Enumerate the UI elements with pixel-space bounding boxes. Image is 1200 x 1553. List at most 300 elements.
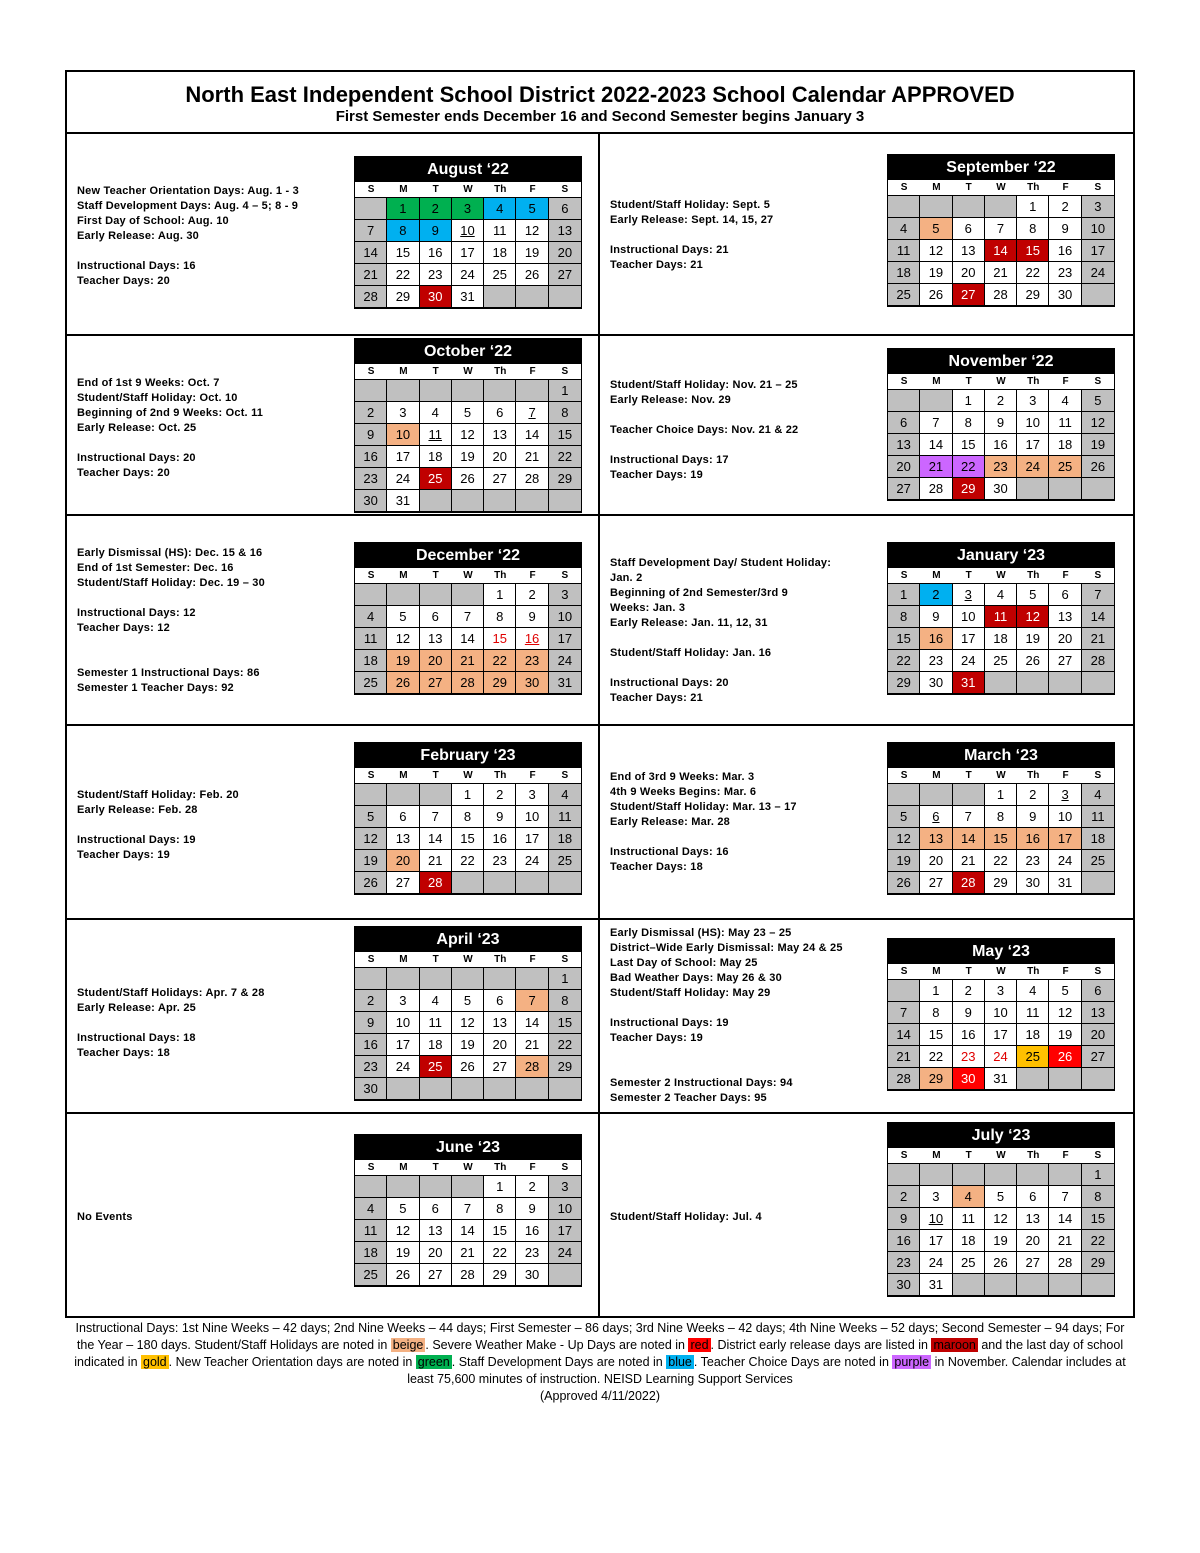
event-line: Student/Staff Holiday: Mar. 13 – 17 xyxy=(610,801,797,813)
day-cell: 26 xyxy=(1049,1046,1081,1068)
empty-day-cell xyxy=(1017,1274,1049,1296)
month-calendar xyxy=(354,1134,582,1287)
day-cell: 11 xyxy=(420,1012,452,1034)
day-grid xyxy=(355,584,581,694)
weekday-label: M xyxy=(932,1150,941,1161)
calendar-frame xyxy=(65,70,1135,1318)
event-line: Instructional Days: 18 xyxy=(77,1032,196,1044)
day-cell: 22 xyxy=(387,264,419,286)
events-list xyxy=(610,926,880,1106)
day-grid xyxy=(355,784,581,894)
weekday-label: S xyxy=(561,366,569,377)
day-cell: 10 xyxy=(953,606,985,628)
day-cell: 23 xyxy=(420,264,452,286)
day-cell: 7 xyxy=(953,806,985,828)
day-cell: 19 xyxy=(1082,434,1114,456)
day-cell: 7 xyxy=(985,218,1017,240)
day-grid xyxy=(355,380,581,512)
event-line: End of 1st 9 Weeks: Oct. 7 xyxy=(77,377,220,389)
empty-day-cell xyxy=(549,1078,581,1100)
day-cell: 22 xyxy=(953,456,985,478)
day-cell: 22 xyxy=(549,446,581,468)
event-line: Teacher Days: 21 xyxy=(610,259,703,271)
empty-day-cell xyxy=(452,490,484,512)
empty-day-cell xyxy=(549,490,581,512)
day-cell: 15 xyxy=(549,424,581,446)
event-line: Instructional Days: 19 xyxy=(77,834,196,846)
day-cell: 18 xyxy=(888,262,920,284)
empty-day-cell xyxy=(1049,478,1081,500)
day-cell: 5 xyxy=(1082,390,1114,412)
day-cell: 12 xyxy=(452,424,484,446)
day-cell: 30 xyxy=(1049,284,1081,306)
day-cell: 20 xyxy=(484,1034,516,1056)
day-cell: 11 xyxy=(985,606,1017,628)
day-cell: 2 xyxy=(420,198,452,220)
weekday-label: W xyxy=(463,184,473,195)
empty-day-cell xyxy=(1049,1164,1081,1186)
weekday-header xyxy=(888,768,1114,784)
weekday-label: T xyxy=(432,184,439,195)
day-cell: 15 xyxy=(888,628,920,650)
weekday-label: W xyxy=(463,1162,473,1173)
event-line: Early Release: Apr. 25 xyxy=(77,1002,196,1014)
empty-day-cell xyxy=(1017,1164,1049,1186)
day-cell: 25 xyxy=(1049,456,1081,478)
day-cell: 7 xyxy=(1049,1186,1081,1208)
day-cell: 9 xyxy=(516,1198,548,1220)
day-cell: 12 xyxy=(920,240,952,262)
empty-day-cell xyxy=(549,872,581,894)
day-cell: 21 xyxy=(420,850,452,872)
day-cell: 23 xyxy=(985,456,1017,478)
day-cell: 29 xyxy=(920,1068,952,1090)
empty-day-cell xyxy=(355,968,387,990)
day-cell: 26 xyxy=(985,1252,1017,1274)
day-cell: 17 xyxy=(1049,828,1081,850)
month-section xyxy=(67,336,600,514)
legend-text: . Severe Weather Make - Up Days are noted in xyxy=(425,1338,689,1352)
day-cell: 16 xyxy=(888,1230,920,1252)
day-cell: 31 xyxy=(1049,872,1081,894)
day-cell: 12 xyxy=(1082,412,1114,434)
day-cell: 14 xyxy=(985,240,1017,262)
month-title: February ‘23 xyxy=(355,743,581,768)
weekday-label: S xyxy=(1094,182,1102,193)
day-cell: 8 xyxy=(387,220,419,242)
day-cell: 23 xyxy=(1049,262,1081,284)
empty-day-cell xyxy=(484,286,516,308)
day-cell: 14 xyxy=(452,628,484,650)
day-cell: 17 xyxy=(549,1220,581,1242)
event-line: Instructional Days: 19 xyxy=(610,1017,729,1029)
day-cell: 31 xyxy=(549,672,581,694)
month-section xyxy=(600,920,1133,1112)
event-line: Teacher Days: 20 xyxy=(77,275,170,287)
day-cell: 8 xyxy=(920,1002,952,1024)
day-cell: 19 xyxy=(387,650,419,672)
day-cell: 6 xyxy=(1049,584,1081,606)
empty-day-cell xyxy=(985,1164,1017,1186)
events-list xyxy=(610,378,880,483)
legend-text: Instructional Days: 1st Nine Weeks – 42 days; 2nd Nine Weeks – 44 days; First Semester – 86 days; 3rd Nine Weeks – 42 days; 4th Nine Weeks – 52 days; Second Semester – 94 days; For the Year – 180 days. Student/Staff Holidays are noted in xyxy=(75,1321,1125,1352)
day-cell: 6 xyxy=(953,218,985,240)
empty-day-cell xyxy=(953,196,985,218)
day-cell: 17 xyxy=(1082,240,1114,262)
weekday-label: Th xyxy=(1027,182,1040,193)
day-cell: 27 xyxy=(420,1264,452,1286)
day-cell: 1 xyxy=(452,784,484,806)
day-cell: 7 xyxy=(888,1002,920,1024)
empty-day-cell xyxy=(1049,1068,1081,1090)
day-cell: 30 xyxy=(888,1274,920,1296)
day-cell: 5 xyxy=(1017,584,1049,606)
day-cell: 2 xyxy=(516,584,548,606)
events-list xyxy=(610,556,880,706)
empty-day-cell xyxy=(920,784,952,806)
day-cell: 16 xyxy=(920,628,952,650)
month-calendar xyxy=(887,348,1115,501)
event-line: Student/Staff Holiday: Jan. 16 xyxy=(610,647,772,659)
weekday-header xyxy=(355,952,581,968)
month-calendar xyxy=(887,154,1115,307)
day-cell: 26 xyxy=(516,264,548,286)
day-cell: 3 xyxy=(953,584,985,606)
day-cell: 28 xyxy=(953,872,985,894)
month-calendar xyxy=(354,926,582,1101)
month-title: April ‘23 xyxy=(355,927,581,952)
day-cell: 22 xyxy=(484,1242,516,1264)
empty-day-cell xyxy=(888,196,920,218)
page-subtitle: First Semester ends December 16 and Second Semester begins January 3 xyxy=(335,108,865,125)
month-rows xyxy=(67,134,1133,1316)
weekday-label: S xyxy=(900,770,908,781)
event-line: Teacher Days: 18 xyxy=(77,1047,170,1059)
empty-day-cell xyxy=(1082,872,1114,894)
weekday-header xyxy=(888,1148,1114,1164)
day-cell: 10 xyxy=(516,806,548,828)
day-cell: 9 xyxy=(1017,806,1049,828)
event-line: End of 3rd 9 Weeks: Mar. 3 xyxy=(610,771,755,783)
day-cell: 22 xyxy=(888,650,920,672)
day-cell: 12 xyxy=(387,1220,419,1242)
day-cell: 6 xyxy=(1017,1186,1049,1208)
weekday-label: F xyxy=(1062,570,1069,581)
day-grid xyxy=(355,198,581,308)
day-cell: 24 xyxy=(1049,850,1081,872)
day-cell: 3 xyxy=(387,402,419,424)
weekday-label: Th xyxy=(494,366,507,377)
event-line: New Teacher Orientation Days: Aug. 1 - 3 xyxy=(77,185,299,197)
day-cell: 9 xyxy=(484,806,516,828)
day-grid xyxy=(355,1176,581,1286)
month-section xyxy=(67,726,600,918)
event-line: District–Wide Early Dismissal: May 24 & 25 xyxy=(610,942,843,954)
day-cell: 29 xyxy=(549,468,581,490)
day-cell: 26 xyxy=(355,872,387,894)
empty-day-cell xyxy=(452,872,484,894)
day-cell: 12 xyxy=(1049,1002,1081,1024)
empty-day-cell xyxy=(355,380,387,402)
empty-day-cell xyxy=(888,784,920,806)
day-cell: 14 xyxy=(516,424,548,446)
month-section xyxy=(600,336,1133,514)
empty-day-cell xyxy=(1049,672,1081,694)
month-section xyxy=(67,516,600,724)
day-cell: 21 xyxy=(1082,628,1114,650)
day-cell: 23 xyxy=(516,1242,548,1264)
day-cell: 17 xyxy=(387,1034,419,1056)
day-cell: 8 xyxy=(452,806,484,828)
day-cell: 31 xyxy=(985,1068,1017,1090)
empty-day-cell xyxy=(484,968,516,990)
day-cell: 13 xyxy=(1049,606,1081,628)
day-cell: 5 xyxy=(452,402,484,424)
weekday-label: M xyxy=(932,376,941,387)
empty-day-cell xyxy=(420,968,452,990)
month-row xyxy=(67,336,1133,516)
day-cell: 1 xyxy=(1082,1164,1114,1186)
day-cell: 18 xyxy=(549,828,581,850)
event-line: Early Release: Sept. 14, 15, 27 xyxy=(610,214,774,226)
weekday-label: Th xyxy=(494,770,507,781)
weekday-label: T xyxy=(965,1150,972,1161)
day-grid xyxy=(888,980,1114,1090)
day-cell: 30 xyxy=(1017,872,1049,894)
empty-day-cell xyxy=(985,672,1017,694)
weekday-label: Th xyxy=(1027,966,1040,977)
event-line xyxy=(610,408,880,423)
event-line xyxy=(77,636,347,651)
day-cell: 15 xyxy=(920,1024,952,1046)
weekday-label: W xyxy=(996,182,1006,193)
event-line: Instructional Days: 20 xyxy=(610,677,729,689)
day-cell: 1 xyxy=(985,784,1017,806)
day-cell: 8 xyxy=(549,402,581,424)
day-cell: 3 xyxy=(1049,784,1081,806)
day-cell: 30 xyxy=(985,478,1017,500)
weekday-label: S xyxy=(367,770,375,781)
day-cell: 25 xyxy=(953,1252,985,1274)
weekday-label: Th xyxy=(494,184,507,195)
event-line xyxy=(610,1001,880,1016)
day-cell: 7 xyxy=(355,220,387,242)
day-cell: 19 xyxy=(888,850,920,872)
day-cell: 20 xyxy=(420,650,452,672)
day-cell: 24 xyxy=(516,850,548,872)
event-line: Student/Staff Holidays: Apr. 7 & 28 xyxy=(77,987,265,999)
event-line: Instructional Days: 17 xyxy=(610,454,729,466)
event-line xyxy=(610,631,880,646)
weekday-header xyxy=(355,364,581,380)
weekday-label: T xyxy=(965,570,972,581)
day-cell: 1 xyxy=(484,1176,516,1198)
day-cell: 21 xyxy=(516,1034,548,1056)
day-cell: 22 xyxy=(920,1046,952,1068)
day-cell: 23 xyxy=(888,1252,920,1274)
day-cell: 1 xyxy=(387,198,419,220)
month-section xyxy=(600,516,1133,724)
day-cell: 8 xyxy=(888,606,920,628)
day-cell: 8 xyxy=(985,806,1017,828)
day-cell: 20 xyxy=(484,446,516,468)
day-grid xyxy=(888,390,1114,500)
weekday-label: Th xyxy=(1027,376,1040,387)
day-cell: 4 xyxy=(420,990,452,1012)
day-cell: 20 xyxy=(549,242,581,264)
weekday-header xyxy=(888,374,1114,390)
day-cell: 30 xyxy=(920,672,952,694)
legend-text: . New Teacher Orientation days are noted in xyxy=(168,1355,416,1369)
day-cell: 28 xyxy=(452,1264,484,1286)
empty-day-cell xyxy=(549,286,581,308)
day-cell: 17 xyxy=(516,828,548,850)
month-title: September ‘22 xyxy=(888,155,1114,180)
empty-day-cell xyxy=(1082,1274,1114,1296)
event-line: Early Release: Jan. 11, 12, 31 xyxy=(610,617,768,629)
event-line: Teacher Days: 18 xyxy=(610,861,703,873)
day-cell: 20 xyxy=(1017,1230,1049,1252)
empty-day-cell xyxy=(484,490,516,512)
day-cell: 14 xyxy=(452,1220,484,1242)
weekday-label: Th xyxy=(1027,570,1040,581)
month-calendar xyxy=(887,938,1115,1091)
day-cell: 2 xyxy=(985,390,1017,412)
day-cell: 2 xyxy=(1049,196,1081,218)
day-cell: 7 xyxy=(516,402,548,424)
weekday-label: M xyxy=(399,366,408,377)
day-cell: 8 xyxy=(1082,1186,1114,1208)
day-cell: 29 xyxy=(1082,1252,1114,1274)
day-cell: 8 xyxy=(953,412,985,434)
day-cell: 16 xyxy=(420,242,452,264)
month-title: June ‘23 xyxy=(355,1135,581,1160)
weekday-label: F xyxy=(1062,376,1069,387)
event-line: Semester 2 Instructional Days: 94 xyxy=(610,1077,793,1089)
day-cell: 29 xyxy=(387,286,419,308)
event-line: Semester 1 Instructional Days: 86 xyxy=(77,667,260,679)
day-cell: 27 xyxy=(1017,1252,1049,1274)
day-cell: 16 xyxy=(484,828,516,850)
day-cell: 18 xyxy=(355,650,387,672)
page-title: North East Independent School District 2022-2023 School Calendar APPROVED xyxy=(185,82,1015,107)
day-cell: 5 xyxy=(985,1186,1017,1208)
day-cell: 30 xyxy=(420,286,452,308)
day-cell: 17 xyxy=(953,628,985,650)
weekday-label: S xyxy=(900,1150,908,1161)
event-line: Teacher Choice Days: Nov. 21 & 22 xyxy=(610,424,799,436)
weekday-label: S xyxy=(561,954,569,965)
event-line: No Events xyxy=(77,1211,133,1223)
day-cell: 9 xyxy=(953,1002,985,1024)
day-cell: 25 xyxy=(985,650,1017,672)
empty-day-cell xyxy=(420,1078,452,1100)
day-cell: 16 xyxy=(516,1220,548,1242)
day-cell: 6 xyxy=(387,806,419,828)
empty-day-cell xyxy=(1017,478,1049,500)
empty-day-cell xyxy=(452,584,484,606)
day-cell: 11 xyxy=(888,240,920,262)
day-cell: 21 xyxy=(953,850,985,872)
day-cell: 20 xyxy=(420,1242,452,1264)
event-line: Instructional Days: 21 xyxy=(610,244,729,256)
day-cell: 14 xyxy=(888,1024,920,1046)
day-cell: 13 xyxy=(1082,1002,1114,1024)
day-cell: 12 xyxy=(355,828,387,850)
day-cell: 27 xyxy=(920,872,952,894)
day-cell: 5 xyxy=(452,990,484,1012)
day-cell: 30 xyxy=(355,1078,387,1100)
event-line: Early Release: Mar. 28 xyxy=(610,816,730,828)
day-cell: 9 xyxy=(355,1012,387,1034)
weekday-label: T xyxy=(965,770,972,781)
empty-day-cell xyxy=(387,1176,419,1198)
month-section xyxy=(600,726,1133,918)
day-cell: 4 xyxy=(355,1198,387,1220)
day-cell: 27 xyxy=(1049,650,1081,672)
month-title: October ‘22 xyxy=(355,339,581,364)
day-cell: 13 xyxy=(549,220,581,242)
weekday-label: T xyxy=(432,570,439,581)
empty-day-cell xyxy=(420,490,452,512)
day-cell: 20 xyxy=(1082,1024,1114,1046)
weekday-label: S xyxy=(561,570,569,581)
events-list xyxy=(77,376,347,481)
day-cell: 9 xyxy=(1049,218,1081,240)
empty-day-cell xyxy=(387,784,419,806)
day-cell: 29 xyxy=(953,478,985,500)
month-calendar xyxy=(887,542,1115,695)
day-cell: 5 xyxy=(1049,980,1081,1002)
event-line xyxy=(77,651,347,666)
day-cell: 21 xyxy=(355,264,387,286)
day-cell: 15 xyxy=(387,242,419,264)
day-cell: 10 xyxy=(387,424,419,446)
event-line xyxy=(77,436,347,451)
day-cell: 16 xyxy=(355,1034,387,1056)
day-cell: 7 xyxy=(420,806,452,828)
day-cell: 27 xyxy=(484,468,516,490)
day-cell: 2 xyxy=(953,980,985,1002)
day-cell: 23 xyxy=(484,850,516,872)
empty-day-cell xyxy=(484,872,516,894)
weekday-label: F xyxy=(1062,966,1069,977)
day-cell: 25 xyxy=(888,284,920,306)
weekday-label: W xyxy=(996,376,1006,387)
legend-gold: gold xyxy=(143,1355,167,1369)
empty-day-cell xyxy=(953,784,985,806)
day-cell: 17 xyxy=(452,242,484,264)
empty-day-cell xyxy=(452,1078,484,1100)
day-cell: 9 xyxy=(420,220,452,242)
day-cell: 17 xyxy=(920,1230,952,1252)
empty-day-cell xyxy=(888,390,920,412)
day-cell: 6 xyxy=(888,412,920,434)
day-cell: 13 xyxy=(484,424,516,446)
day-cell: 26 xyxy=(452,1056,484,1078)
day-cell: 18 xyxy=(355,1242,387,1264)
weekday-header xyxy=(355,768,581,784)
day-cell: 21 xyxy=(452,1242,484,1264)
month-section xyxy=(67,134,600,334)
event-line: Instructional Days: 12 xyxy=(77,607,196,619)
month-row xyxy=(67,134,1133,336)
event-line: Student/Staff Holiday: Jul. 4 xyxy=(610,1211,762,1223)
day-cell: 15 xyxy=(1082,1208,1114,1230)
day-cell: 12 xyxy=(888,828,920,850)
day-cell: 12 xyxy=(387,628,419,650)
weekday-label: S xyxy=(367,954,375,965)
